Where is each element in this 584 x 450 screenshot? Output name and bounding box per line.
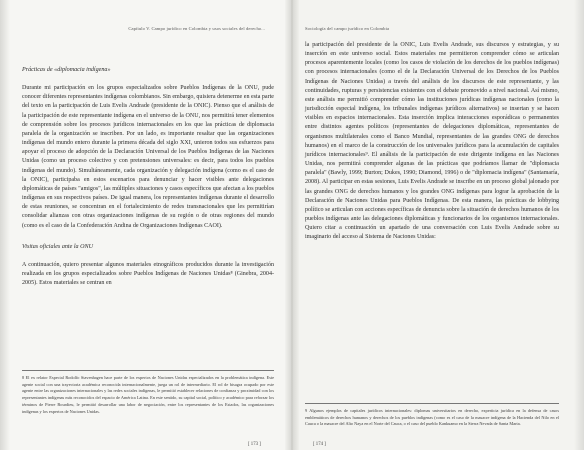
left-page-number: [ 173 ]	[248, 442, 261, 447]
left-page	[0, 0, 291, 450]
left-body-text	[22, 66, 274, 288]
left-footnote: 8 El ex relator Especial Rodolfo Stavenhagen hace parte de los expertos de Naciones Unidas especializados en la problemática indígena. Este agente social con una trayectoria académica reconocida internacionalmente, juega un rol de intermediario. El rol de bisagra ocupado por este agente entre las organizaciones internacionales y las redes sociales indígenas, le permitió establecer relaciones de confianza y proximidad con los representantes indígenas más reconocidos del espacio de América Latina. En este sentido, su capital social, político y académico para reforzar los términos de Pierre Bourdieu, le permitió desarrollar una labor de negociación, entre los representantes de los Estados, las organizaciones indígenas y los expertos de Naciones Unidas.	[22, 370, 274, 415]
page-edge-shadow	[574, 0, 584, 450]
right-paragraph-1: la participación del presidente de la ONIC, Luis Evelis Andrade, sus discursos y estrategias, y su inserción en este universo social. Estos materiales me permitieron comprender cómo se articulan procesos aparentemente locales (como los casos de violación de los derechos de los pueblos indígenas) con procesos internacionales (como el de la Declaración Universal de los Derechos de los Pueblos Indígenas de Naciones Unidas) a través del análisis de los discursos de este representante, y las continuidades, rupturas y persistencias existentes con el debate promovido a nivel nacional. Así mismo, este análisis me permitió comprender cómo las instituciones jurídicas indígenas nacionales (como la jurisdicción especial indígena, los tribunales indígenas jurídicos alternativos) se insertan y se hacen visibles en espacios internacionales. Esta inserción implica interacciones esporádicas o permanentes entre distintos agentes políticos (representantes de delegaciones diplomáticas, representantes de organismos multilaterales como el Banco Mundial, representantes de las grandes ONG de derechos humanos) en el marco de la construcción de los universales jurídicos para la acumulación de capitales jurídicos internacionales⁹. El análisis de la participación de este dirigente indígena en las Naciones Unidas, nos permitirá comprender algunas de las prácticas que podríamos llamar de "diplomacia paralela" (Bawly, 1999; Burton; Dukes, 1990; Diamond, 1996) o de "diplomacia indígena" (Santamaría, 2008). Al participar en estas sesiones, Luis Evelis Andrade se inscribe en un proceso global jalonado por las grandes ONG de derechos humanos y los grandes ONG indígenas para lograr la aprobación de la Declaración de Naciones Unidas para Pueblos Indígenas. De esta manera, las prácticas de lobbying político se articulan con acciones específicas de denuncia sobre la situación de derechos humanos de los pueblos indígenas ante las delegaciones diplomáticas y funcionarios de los organismos internacionales. Quiero citar a continuación un apartado de una conversación con Luis Evelis Andrade sobre su imaginario del acceso al Sistema de Naciones Unidas:	[305, 42, 559, 241]
left-paragraph-1: Durante mi participación en los grupos especializados sobre Pueblos Indígenas de la ONU, pude conocer diferentes representantes indígenas colombianos. Sin embargo, quisiera detenerme en esta parte del texto en la participación de Luis Evelis Andrade (presidente de la ONIC). Pienso que el análisis de la participación de este representante indígena en el universo de la ONU, nos permitirá tener elementos de comprensión sobre los procesos jurídicos internacionales en los que las prácticas de diplomacia paralela de la organización se inscriben. Por un lado, es importante resaltar que las organizaciones indígenas del mundo entero durante la primera década del siglo XXI, unieron todos sus esfuerzos para apoyar el proceso de adopción de la Declaración Universal de los Pueblos Indígenas de las Naciones Unidas (como un proceso colectivo y con pretensiones universales: es decir, para todos los pueblos indígenas del mundo). Simultáneamente, cada organización y delegación indígena (como es el caso de la ONIC), participaba en estos escenarios para denunciar y hacer visibles ante delegaciones diplomáticas de países "amigos", las múltiples situaciones y casos específicos que afectan a los pueblos indígenas en sus respectivos países. De igual manera, los representantes indígenas durante el desarrollo de estas reuniones, se concentran en el fortalecimiento de redes transnacionales que les permitirían consolidar alianzas con otras organizaciones indígenas de su región o de otras regiones del mundo (como es el caso de la Confederación Andina de Organizaciones Indígenas CAOI).	[22, 85, 274, 229]
page-edge-shadow	[0, 0, 10, 450]
section-heading-diplomacia: Prácticas de «diplomacia indígena»	[22, 67, 111, 73]
left-paragraph-2: A continuación, quiero presentar algunos materiales etnográficos producidos durante la investigación realizada en los grupos especializados sobre Pueblos Indígenas de Naciones Unidas⁸ (Ginebra, 2004-2005). Estos materiales se centran en	[22, 261, 274, 287]
right-body-text	[305, 41, 559, 242]
right-running-head: Sociología del campo jurídico en Colombia	[305, 26, 390, 31]
right-page-number: [ 174 ]	[313, 442, 326, 447]
book-gutter	[285, 0, 299, 450]
right-footnote: 9 Algunos ejemplos de capitales jurídicos internacionales: diplomas universitarios en derecho, experticia jurídica en la defensa de casos emblemáticos de derechos humanos y derechos de los pueblos indígenas (como es el caso de la masacre indígena de la Hacienda del Nilo en el Cauca o la masacre del Alto Naya en el Norte del Cauca, o el caso del pueblo Kankuamo en la Sierra Nevada de Santa Marta.	[305, 403, 559, 428]
right-page	[293, 0, 584, 450]
left-running-head: Capítulo V. Campo jurídico en Colombia y usos sociales del derecho...	[128, 26, 265, 31]
section-heading-visitas: Visitas oficiales ante la ONU	[22, 243, 93, 250]
